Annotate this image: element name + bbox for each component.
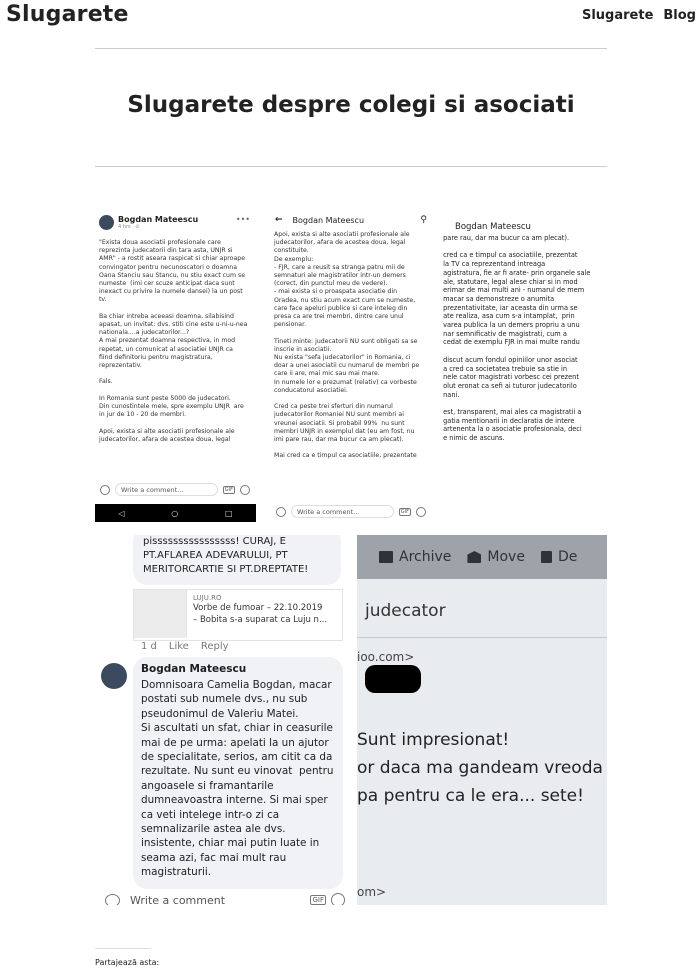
- post-author: Bogdan Mateescu: [455, 222, 531, 232]
- avatar: [99, 215, 114, 230]
- reply-bubble: [133, 657, 343, 889]
- title-divider: [95, 166, 607, 167]
- subject-divider: [357, 637, 607, 638]
- email-line-1: Sunt impresionat!: [357, 730, 510, 750]
- gif-icon: GIF: [224, 486, 233, 493]
- move-action: Move: [467, 549, 525, 565]
- nav-item-blog[interactable]: Blog: [663, 8, 696, 23]
- more-options-icon: •••: [235, 215, 250, 224]
- comment-bar: [100, 483, 250, 496]
- post-author: Bogdan Mateescu: [118, 215, 199, 224]
- camera-icon: [100, 485, 110, 495]
- email-photo: [357, 535, 607, 905]
- android-nav-bar: [95, 504, 256, 522]
- top-nav: [582, 8, 696, 23]
- recents-icon: □: [225, 508, 233, 518]
- email-line-3: pa pentru ca le era... sete!: [357, 786, 584, 806]
- emoji-icon: [240, 485, 250, 495]
- redaction-blob: [365, 665, 421, 693]
- emoji-icon: [331, 893, 345, 905]
- camera-icon: [276, 507, 286, 517]
- email-subject: judecator: [365, 601, 446, 621]
- comment-thread-screenshot: [95, 535, 357, 905]
- archive-icon: [379, 551, 393, 563]
- like-link: Like: [168, 641, 189, 652]
- share-label: Partajează asta:: [95, 958, 160, 967]
- gif-icon: GIF: [312, 896, 324, 904]
- sender-email: ioo.com>: [357, 650, 415, 664]
- post-body: "Exista doua asociatii profesionale care reprezinta judecatorii din tara asta, UNJR si AMR" - a rostit aseara raspicat si chiar aproape convingator pentru necunoscatori o doamna Oana Stanciu sau Stancu, nu stiu exact cum se numeste (imi cer scuze anticipat daca sunt inexact cu privire la numele dansei) la un post tv. Ba chiar intreba aceeasi doamna, silabisind apasat, un invitat: dvs. stiti cine este u-ni-u-nea nationala....a judecatorilor...? A mai prezentat doamna respectiva, in mod repetat, un comunicat al asociatiei UNJR ca fiind definitoriu pentru magistratura, reprezentativ. Fals. In Romania sunt peste 5000 de judecatori. Din cunostintele mele, spre exemplu UNJR are in jur de 10 - 20 de membri. Apoi, exista si alte asociatii profesionale ale judecatorilor, afara de acestea doua, legal: [99, 239, 248, 443]
- email-toolbar: [357, 535, 607, 579]
- site-title[interactable]: Slugarete: [6, 2, 129, 27]
- comment-input: Write a comment...: [291, 505, 394, 518]
- gif-icon: GIF: [400, 508, 409, 515]
- reply-author: Bogdan Mateescu: [141, 663, 247, 675]
- facebook-post-screenshot-2: [269, 212, 433, 522]
- delete-action: De: [541, 549, 577, 565]
- reply-link: Reply: [200, 641, 229, 652]
- facebook-post-screenshot-3: [441, 212, 607, 522]
- link-preview: [133, 589, 343, 641]
- header-divider: [95, 48, 607, 49]
- post-time: 4 hrs · ⊙: [118, 224, 140, 230]
- post-body: pare rau, dar ma bucur ca am plecat). cred ca e timpul ca asociatiile, prezentat la TV ca reprezentand intreaga agistratura, fie ar fi arate- prin organele sale ale, statutare, legal alese chiar si in mod erimar de mai multi ani - numarul de mem macar sa demonstreze o anumita prezentativitate, iar aceasta din urma se ate realiza, asa cum s-a intamplat, prin varea publica la un demers propriu a unu nar semnificativ de magistrati, cum a cedat de exemplu FJR in mai multe randu discut acum fondul opiniilor unor asociat a cred ca societatea trebuie sa stie in nele cator magistrati vorbesc cei prezent olut eronat ca sefi ai tuturor judecatorilo nani. est, transparent, mai ales ca magistratii a gatia mentionarii in declaratia de intere artenenta la o asociatie profesionala, deci e nimic de ascuns.: [443, 234, 591, 443]
- camera-icon: [105, 894, 120, 906]
- avatar: [101, 663, 127, 689]
- email-line-2: or daca ma gandeam vreoda: [357, 758, 603, 778]
- comment-text: pissssssssssssssss! CURAJ, E PT.AFLAREA ADEVARULUI, PT MERITORCARTIE SI PT.DREPTATE!: [143, 536, 309, 575]
- reply-text: Domnisoara Camelia Bogdan, macar postati sub numele dvs., nu sub pseudonimul de Valeriu Matei. Si ascultati un sfat, chiar in ceasurile mai de pe urma: apelati la un ajutor de specialitate, serios, am citit ca da rezultate. Nu sunt eu vinovat pentru angoasele si framantarile dumneavoastra interne. Si mai sper ca veti intelege intr-o zi ca semnalizarile astea ale dvs. insistente, chiar mai putin luate in seama azi, fac mai mult rau magistraturii.: [141, 679, 334, 879]
- back-icon: ◁: [118, 508, 125, 518]
- comment-bubble: [133, 535, 341, 585]
- comment-bar: [276, 505, 426, 518]
- facebook-post-screenshot-1: [95, 212, 256, 522]
- comment-time: 1 d: [141, 641, 157, 652]
- home-icon: ○: [171, 508, 179, 518]
- link-title: Vorbe de fumoar – 22.10.2019 – Bobita s-a suparat ca Luju n...: [193, 603, 328, 625]
- post-author: Bogdan Mateescu: [292, 215, 365, 225]
- comment-input: Write a comment...: [115, 483, 218, 496]
- nav-item-slugarete[interactable]: Slugarete: [581, 8, 654, 23]
- footer-email: om>: [357, 885, 387, 899]
- link-thumbnail: [134, 590, 187, 638]
- archive-action: Archive: [379, 549, 451, 565]
- trash-icon: [541, 551, 552, 563]
- link-domain: LUJU.RO: [193, 594, 222, 602]
- emoji-icon: [416, 507, 426, 517]
- search-icon: ⚲: [420, 215, 427, 225]
- share-divider: [95, 948, 151, 949]
- comment-input: Write a comment: [130, 893, 226, 905]
- comment-meta: [141, 641, 229, 652]
- move-icon: [467, 551, 481, 563]
- comment-bar: [105, 893, 345, 905]
- back-arrow-icon: ←: [275, 215, 283, 225]
- page-title: Slugarete despre colegi si asociati: [127, 92, 575, 118]
- post-body: Apoi, exista si alte asociatii profesionale ale judecatorilor, afara de acestea doua, legal constituite. De exemplu: - FJR, care a reusit sa stranga patru mii de semnaturi ale magistratilor intr-un demers (corect, din punctul meu de vedere). - mai exista si o proaspata asociatie din Oradea, nu stiu acum exact cum se numeste, care face apeluri publice si care inteleg din presa ca are trei membri, dintre care unul pensionar. Tineti minte: judecatorii NU sunt obligati sa se inscrie in asociatii. Nu exista "sefa judecatorilor" in Romania, ci doar a unei asociatii cu numarul de membri pe care ii are, mai mic sau mai mare. In numele lor e prezumat (relativ) ca vorbeste conducatorul asociatiei. Cred ca peste trei sferturi din numarul judecatorilor Romaniei NU sunt membri ai vreunei asociatii. Si probabil 99% nu sunt membri UNJR in exemplul dat (eu am fost, nu imi pare rau, dar ma bucur ca am plecat). Mai cred ca e timpul ca asociatiile, prezentate: [274, 231, 420, 460]
